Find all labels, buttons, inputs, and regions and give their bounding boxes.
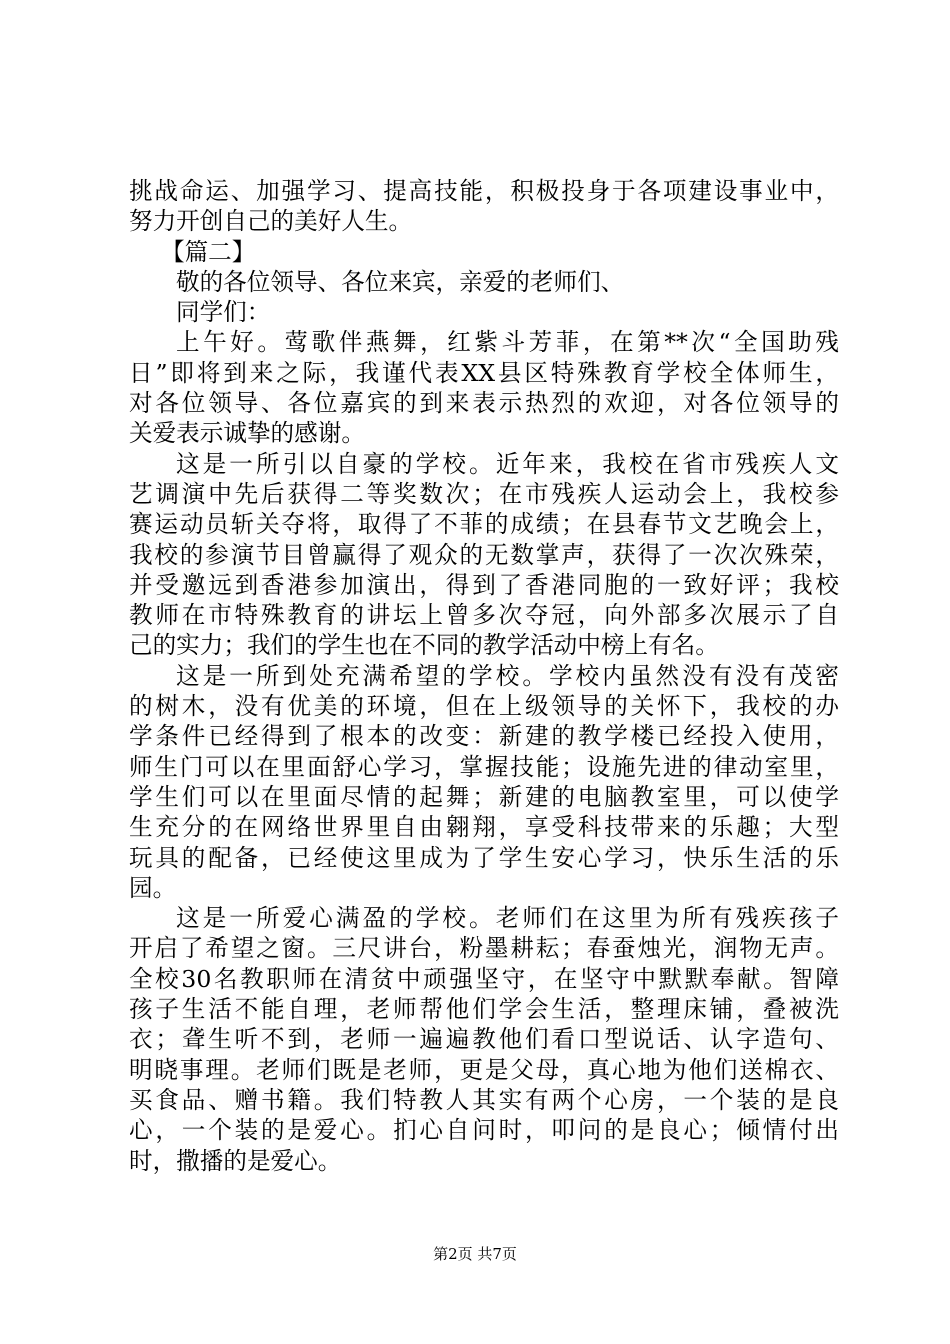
body-text (129, 176, 839, 1176)
paragraph-line: 这是一所爱心满盈的学校。老师们在这里为所有残疾孩子 (176, 904, 839, 933)
paragraph-line: 学条件已经得到了根本的改变：新建的教学楼已经投入使用， (129, 722, 839, 751)
paragraph-line: 孩子生活不能自理，老师帮他们学会生活，整理床铺，叠被洗 (129, 995, 839, 1024)
paragraph-line: 己的实力；我们的学生也在不同的教学活动中榜上有名。 (129, 631, 719, 660)
text-line: 努力开创自己的美好人生。 (129, 207, 413, 236)
paragraph-line: 日”即将到来之际，我谨代表XX县区特殊教育学校全体师生， (129, 358, 839, 387)
paragraph-line: 明晓事理。老师们既是老师，更是父母，真心地为他们送棉衣、 (129, 1055, 839, 1084)
paragraph-line: 我校的参演节目曾赢得了观众的无数掌声，获得了一次次殊荣， (129, 540, 839, 569)
paragraph-line: 这是一所引以自豪的学校。近年来，我校在省市残疾人文 (176, 449, 839, 478)
section-heading: 【篇二】 (161, 237, 256, 266)
paragraph-line: 时，撒播的是爱心。 (129, 1146, 342, 1175)
paragraph-line: 心，一个装的是爱心。扪心自问时，叩问的是良心；倾情付出 (129, 1116, 839, 1145)
paragraph-line: 开启了希望之窗。三尺讲台，粉墨耕耘；春蚕烛光，润物无声。 (129, 934, 839, 963)
paragraph-line: 生充分的在网络世界里自由翱翔，享受科技带来的乐趣；大型 (129, 813, 839, 842)
paragraph-line: 艺调演中先后获得二等奖数次；在市残疾人运动会上，我校参 (129, 479, 839, 508)
paragraph-line: 的树木，没有优美的环境，但在上级领导的关怀下，我校的办 (129, 692, 839, 721)
paragraph-line: 衣；聋生听不到，老师一遍遍教他们看口型说话、认字造句、 (129, 1025, 839, 1054)
paragraph-line: 教师在市特殊教育的讲坛上曾多次夺冠，向外部多次展示了自 (129, 601, 839, 630)
paragraph-line: 玩具的配备，已经使这里成为了学生安心学习，快乐生活的乐 (129, 843, 839, 872)
salutation-line: 同学们： (176, 298, 271, 327)
paragraph-line: 这是一所到处充满希望的学校。学校内虽然没有没有茂密 (176, 661, 839, 690)
page-footer: 第2页 共7页 (433, 1245, 517, 1263)
paragraph-line: 并受邀远到香港参加演出，得到了香港同胞的一致好评；我校 (129, 570, 839, 599)
salutation-line: 敬的各位领导、各位来宾，亲爱的老师们、 (176, 267, 625, 296)
paragraph-line: 园。 (129, 873, 177, 902)
paragraph-line: 上午好。莺歌伴燕舞，红紫斗芳菲，在第**次“全国助残 (176, 328, 839, 357)
paragraph-line: 关爱表示诚挚的感谢。 (129, 419, 365, 448)
text-line: 挑战命运、加强学习、提高技能，积极投身于各项建设事业中， (129, 177, 839, 205)
paragraph-line: 赛运动员斩关夺将，取得了不菲的成绩；在县春节文艺晚会上， (129, 510, 839, 539)
paragraph-line: 学生们可以在里面尽情的起舞；新建的电脑教室里，可以使学 (129, 782, 839, 811)
paragraph-line: 对各位领导、各位嘉宾的到来表示热烈的欢迎，对各位领导的 (129, 389, 839, 418)
paragraph-line: 买食品、赠书籍。我们特教人其实有两个心房，一个装的是良 (129, 1085, 839, 1114)
paragraph-line: 师生门可以在里面舒心学习，掌握技能；设施先进的律动室里， (129, 752, 839, 781)
paragraph-line: 全校30名教职师在清贫中顽强坚守，在坚守中默默奉献。智障 (129, 964, 839, 993)
